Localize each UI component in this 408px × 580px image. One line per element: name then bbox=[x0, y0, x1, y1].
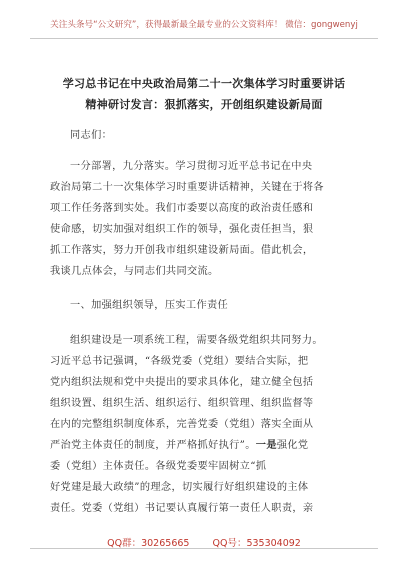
header-banner: 关注头条号“公文研究”，获得最新最全最专业的公文资料库！ 微信：gongwenyj bbox=[50, 20, 358, 30]
footer-divider bbox=[30, 548, 378, 549]
paragraph-2-line: 组织设置、组织生活、组织运行、组织管理、组织监督等 bbox=[50, 398, 314, 409]
paragraph-2-line: 习近平总书记强调，“各级党委（党组）要结合实际，把 bbox=[50, 356, 309, 367]
paragraph-2-line: 党内组织法规和党中央提出的要求具体化，建立健全包括 bbox=[50, 377, 314, 388]
paragraph-2-line: 责任。党委（党组）书记要认真履行第一责任人职责，亲 bbox=[50, 503, 314, 514]
paragraph-1-line: 项工作任务落到实处。我们市委要以高度的政治责任感和 bbox=[50, 203, 314, 214]
emphasis-first-point: 一是 bbox=[255, 439, 277, 451]
paragraph-1-line: 抓工作落实，努力开创我市组织建设新局面。借此机会， bbox=[50, 245, 314, 256]
paragraph-1-line: 我谈几点体会，与同志们共同交流。 bbox=[50, 266, 219, 277]
qq-group-number: QQ群：30265665 bbox=[107, 538, 190, 549]
header-divider bbox=[30, 38, 378, 39]
paragraph-2-text: 强化党 bbox=[276, 440, 309, 451]
paragraph-2-line: 组织建设是一项系统工程，需要各级党组织共同努力。 bbox=[70, 335, 323, 346]
paragraph-2-line: 委（党组）主体责任。各级党委要牢固树立“抓 bbox=[50, 461, 267, 472]
paragraph-2-line-with-emphasis bbox=[50, 436, 360, 451]
paragraph-2-text: 严治党主体责任的制度，并严格抓好执行”。 bbox=[50, 440, 256, 451]
paragraph-1-line: 使命感，切实加强对组织工作的领导，强化责任担当，狠 bbox=[50, 224, 314, 235]
footer-contacts bbox=[0, 535, 408, 549]
document-title-line-1: 学习总书记在中央政治局第二十一次集体学习时重要讲话 bbox=[62, 77, 346, 90]
document-title-line-2: 精神研讨发言：狠抓落实，开创组织建设新局面 bbox=[85, 98, 323, 111]
salutation: 同志们： bbox=[70, 130, 113, 141]
paragraph-1-line: 一分部署，九分落实。学习贯彻习近平总书记在中央 bbox=[70, 161, 313, 172]
paragraph-2-line: 在内的完整组织制度体系，完善党委（党组）落实全面从 bbox=[50, 419, 314, 430]
paragraph-1-line: 政治局第二十一次集体学习时重要讲话精神，关键在于将各 bbox=[50, 182, 324, 193]
qq-number: QQ号：535304092 bbox=[212, 538, 301, 549]
paragraph-2-line: 好党建是最大政绩”的理念，切实履行好组织建设的主体 bbox=[50, 482, 309, 493]
section-1-heading: 一、加强组织领导，压实工作责任 bbox=[70, 300, 229, 311]
